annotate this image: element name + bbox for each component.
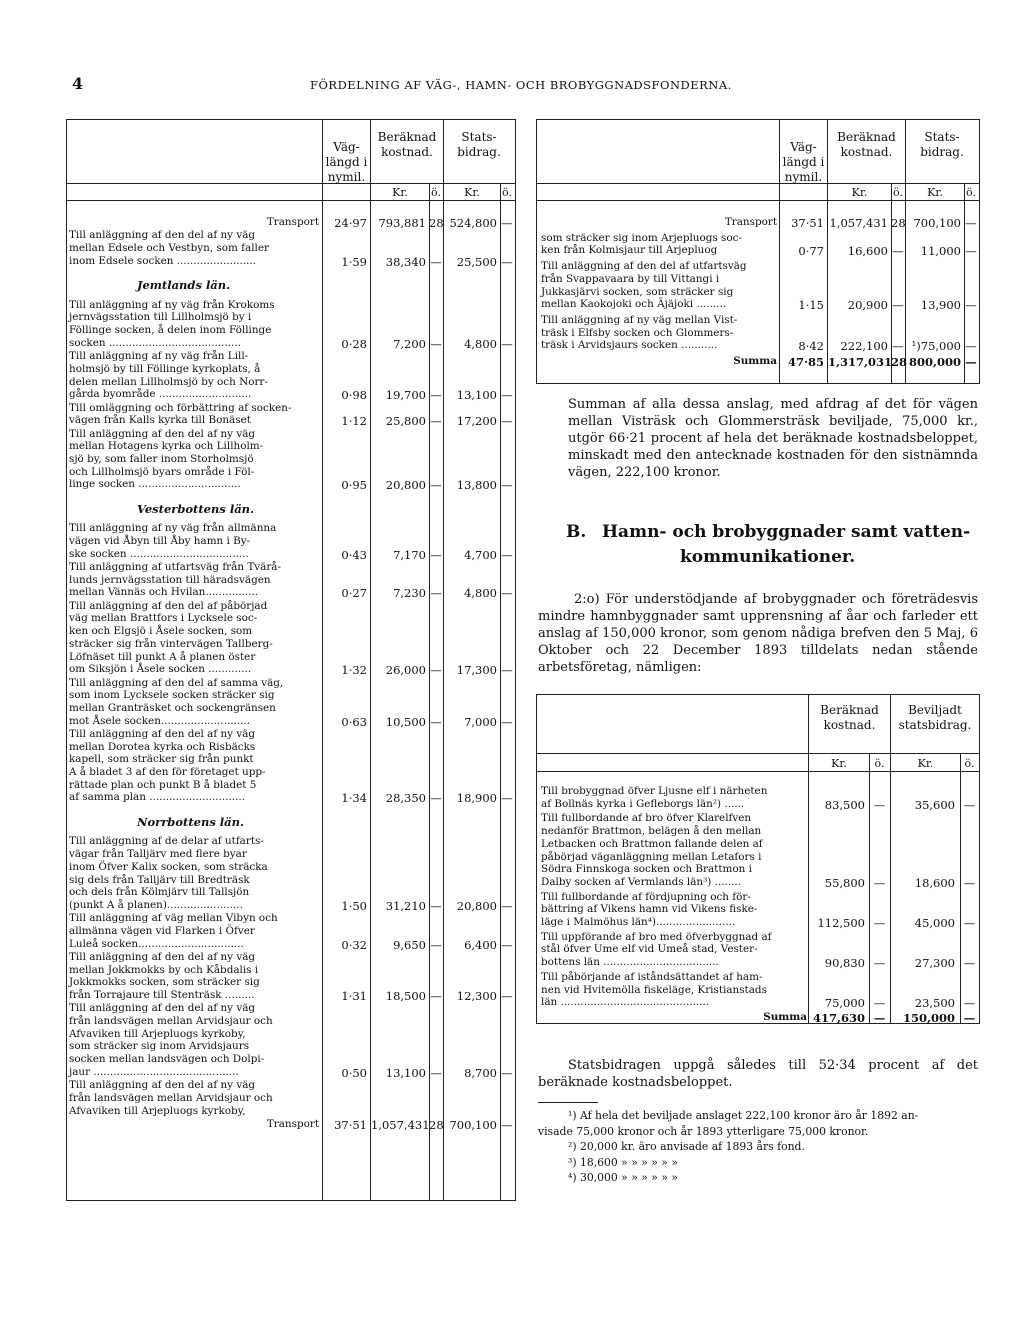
length-value: 1·31 bbox=[341, 989, 367, 1003]
row-description bbox=[541, 314, 777, 352]
header-length: Väg- längd i nymil. bbox=[782, 140, 825, 184]
row-description-line: ken från Kolmisjaur till Arjepluog bbox=[541, 244, 718, 257]
grant-ore-value: — bbox=[501, 937, 513, 952]
length-value: 37·51 bbox=[791, 216, 824, 230]
row-description-line: som sträcker sig inom Arjepluogs soc- bbox=[541, 231, 742, 244]
cost-kr-value: 83,500 bbox=[824, 797, 865, 812]
header-cost: Beräknad kostnad. bbox=[837, 130, 896, 159]
row-description bbox=[69, 522, 319, 560]
section-heading: Vesterbottens län. bbox=[137, 501, 255, 516]
header-grant: Stats- bidrag. bbox=[920, 130, 964, 159]
row-description-line: socken ........................................ bbox=[69, 336, 241, 349]
header-ore: ö. bbox=[431, 186, 441, 199]
cost-kr-value: 20,900 bbox=[847, 298, 888, 313]
grant-kr-value: 18,900 bbox=[456, 791, 497, 806]
grant-kr-value: 13,800 bbox=[456, 478, 497, 493]
grant-ore-value: — bbox=[963, 916, 976, 930]
row-description-line: Afvaviken till Arjepluogs kyrkoby, bbox=[69, 1104, 246, 1117]
row-description-line: socken mellan landsvägen och Dolpi- bbox=[69, 1053, 265, 1066]
grant-ore-value: — bbox=[501, 989, 513, 1003]
row-description-line: Till anläggning af ny väg mellan Vist- bbox=[541, 313, 738, 326]
row-description-line: kapell, som sträcker sig från punkt bbox=[69, 753, 254, 766]
cost-kr-value: 1,057,431 bbox=[371, 1117, 430, 1132]
cost-kr-value: 7,170 bbox=[393, 547, 426, 562]
grant-kr-value: 11,000 bbox=[920, 244, 961, 259]
row-description bbox=[541, 785, 807, 810]
right-road-table bbox=[536, 119, 980, 384]
cost-ore-value: 28 bbox=[891, 216, 906, 230]
row-description bbox=[69, 402, 319, 427]
section-b-letter: B. bbox=[566, 522, 587, 542]
grant-ore-value: — bbox=[501, 586, 513, 601]
row-description-line: inom Öfver Kalix socken, som sträcka bbox=[69, 860, 268, 873]
length-value: 0·27 bbox=[341, 586, 367, 601]
row-description-line: mellan Vännäs och Hvilan................ bbox=[69, 586, 259, 599]
row-description bbox=[541, 355, 777, 368]
header-kr: Kr. bbox=[464, 186, 480, 199]
grant-kr-value: 4,800 bbox=[464, 336, 497, 351]
grant-kr-value: 8,700 bbox=[464, 1065, 497, 1080]
row-description-line: vägar från Talljärv med flere byar bbox=[69, 848, 247, 861]
row-description-line: jaur ............................................ bbox=[69, 1065, 239, 1078]
cost-ore-value: — bbox=[873, 956, 886, 971]
page-number: 4 bbox=[72, 74, 84, 93]
cost-ore-value: — bbox=[430, 254, 442, 269]
cost-kr-value: 55,800 bbox=[824, 875, 865, 890]
row-description-line: Till fullbordande af bro öfver Klarelfven bbox=[541, 812, 752, 825]
grant-kr-value: 23,500 bbox=[914, 996, 955, 1011]
cost-kr-value: 19,700 bbox=[385, 388, 426, 403]
row-description-line: Transport bbox=[266, 216, 319, 228]
grant-ore-value: — bbox=[501, 1065, 513, 1080]
statsbidrag-paragraph: Statsbidragen uppgå således till 52·34 procent af det beräknade kostnadsbeloppet. bbox=[538, 1058, 978, 1090]
row-description-line: A å bladet 3 af den för företaget upp- bbox=[69, 766, 266, 778]
grant-ore-value: — bbox=[963, 956, 976, 971]
cost-ore-value: — bbox=[873, 996, 886, 1011]
grant-ore-value: — bbox=[965, 244, 977, 259]
grant-kr-value: 17,200 bbox=[456, 414, 497, 429]
row-description-line: Till anläggning af ny väg från Lill- bbox=[69, 350, 249, 363]
row-description bbox=[69, 350, 319, 401]
grant-ore-value: — bbox=[963, 797, 976, 812]
footnotes bbox=[538, 1108, 978, 1186]
footnote-line: visade 75,000 kronor och år 1893 ytterligare 75,000 kronor. bbox=[538, 1124, 869, 1138]
cost-ore-value: — bbox=[430, 586, 442, 601]
row-description-line: mellan Dorotea kyrka och Risbäcks bbox=[69, 740, 256, 753]
row-description bbox=[541, 812, 807, 888]
cost-ore-value: — bbox=[892, 298, 904, 313]
grant-ore-value: — bbox=[501, 414, 513, 429]
cost-kr-value: 18,500 bbox=[385, 989, 426, 1003]
running-title: FÖRDELNING AF VÄG-, HAMN- OCH BROBYGGNADSFONDERNA. bbox=[310, 78, 732, 92]
row-description bbox=[69, 677, 319, 728]
header-ore: ö. bbox=[966, 186, 976, 199]
row-description-line: vägen vid Åbyn till Åby hamn i By- bbox=[69, 535, 251, 547]
row-description bbox=[69, 216, 319, 229]
section-heading: Jemtlands län. bbox=[137, 278, 231, 292]
row-description-line: Till uppförande af bro med öfverbyggnad af bbox=[541, 930, 772, 943]
row-description-line: från Torrajaure till Stenträsk ......... bbox=[69, 989, 255, 1001]
footnote-line: ²) 20,000 kr. äro anvisade af 1893 års fond. bbox=[568, 1140, 805, 1153]
row-description-line: Till anläggning af den del af ny väg bbox=[69, 1079, 256, 1092]
row-description-line: och Lillholmsjö byars område i Föl- bbox=[69, 465, 255, 478]
length-value: 0·95 bbox=[341, 478, 367, 493]
header-ore: ö. bbox=[893, 186, 903, 199]
row-description-line: Summa bbox=[763, 1010, 807, 1023]
row-description-line: om Siksjön i Åsele socken ............. bbox=[69, 663, 252, 676]
row-description-line: Till anläggning af ny väg från allmänna bbox=[69, 522, 277, 535]
cost-kr-value: 13,100 bbox=[385, 1065, 426, 1080]
row-description-line: delen mellan Lillholmsjö by och Norr- bbox=[69, 375, 268, 388]
cost-ore-value: — bbox=[430, 1065, 442, 1080]
row-description-line: Till omläggning och förbättring af socken- bbox=[69, 401, 292, 414]
row-description-line: gårda byområde ............................ bbox=[69, 388, 252, 401]
cost-ore-value: — bbox=[430, 937, 442, 952]
length-value: 24·97 bbox=[334, 216, 367, 230]
row-description-line: som sträcker sig inom Arvidsjaurs bbox=[69, 1040, 250, 1053]
length-value: 47·85 bbox=[787, 355, 824, 369]
row-description-line: mellan Edsele och Vestbyn, som faller bbox=[69, 242, 269, 254]
cost-ore-value: — bbox=[430, 388, 442, 403]
length-value: 0·98 bbox=[341, 388, 367, 403]
row-description-line: väg mellan Brattfors i Lycksele soc- bbox=[69, 612, 258, 625]
grant-kr-value: 20,800 bbox=[456, 898, 497, 913]
row-description bbox=[541, 931, 807, 969]
grant-ore-value: — bbox=[501, 663, 513, 678]
cost-kr-value: 38,340 bbox=[385, 254, 426, 269]
row-description-line: jernvägsstation till Lillholmsjö by i bbox=[69, 311, 252, 324]
row-description-line: Letbacken och Brattmon fallande delen af bbox=[541, 837, 763, 850]
header-ore: ö. bbox=[964, 757, 975, 770]
grant-ore-value: — bbox=[963, 875, 976, 890]
cost-kr-value: 1,317,031 bbox=[828, 355, 893, 369]
grant-kr-value: 12,300 bbox=[456, 989, 497, 1003]
footnote-line: ³) 18,600 » » » » » » bbox=[568, 1155, 678, 1169]
row-description-line: Till anläggning af den del af ny väg bbox=[69, 727, 256, 740]
grant-ore-value: — bbox=[501, 478, 513, 493]
row-description bbox=[69, 835, 319, 911]
row-description-line: mellan Hotagens kyrka och Lillholm- bbox=[69, 440, 264, 453]
header-kr: Kr. bbox=[831, 757, 847, 770]
row-description-line: bottens län ................................... bbox=[541, 956, 719, 969]
cost-kr-value: 16,600 bbox=[847, 244, 888, 259]
cost-ore-value: — bbox=[430, 478, 442, 493]
row-description-line: Föllinge socken, å delen inom Föllinge bbox=[69, 324, 272, 337]
row-description-line: sig dels från Talljärv till Bredträsk bbox=[69, 873, 250, 886]
length-value: 0·32 bbox=[341, 937, 367, 952]
row-description-line: som inom Lycksele socken sträcker sig bbox=[69, 689, 275, 702]
row-description-line: lunds jernvägsstation till häradsvägen bbox=[69, 573, 271, 586]
row-description-line: träsk i Elfsby socken och Glommers- bbox=[541, 326, 734, 339]
grant-kr-value: 45,000 bbox=[914, 916, 955, 930]
grant-ore-value: — bbox=[965, 355, 977, 369]
grant-kr-value: 4,800 bbox=[464, 586, 497, 601]
row-description-line: Till anläggning af den del af ny väg bbox=[69, 1002, 256, 1015]
cost-kr-value: 222,100 bbox=[840, 339, 888, 354]
row-description-line: sjö by, som faller inom Storholmsjö bbox=[69, 452, 254, 465]
length-value: 1·32 bbox=[341, 663, 367, 678]
cost-ore-value: — bbox=[873, 1010, 886, 1025]
cost-kr-value: 31,210 bbox=[385, 898, 426, 913]
cost-ore-value: — bbox=[892, 244, 904, 259]
row-description-line: af samma plan ............................. bbox=[69, 791, 246, 804]
header-ore: ö. bbox=[502, 186, 512, 199]
cost-ore-value: — bbox=[873, 916, 886, 930]
row-description bbox=[69, 299, 319, 350]
length-value: 1·34 bbox=[341, 791, 367, 806]
cost-ore-value: 28 bbox=[429, 1117, 444, 1132]
grant-kr-value: 13,100 bbox=[456, 388, 497, 403]
header-cost: Beräknad kostnad. bbox=[820, 703, 879, 732]
row-description-line: nedanför Brattmon, belägen å den mellan bbox=[541, 825, 762, 838]
header-kr: Kr. bbox=[917, 757, 934, 770]
row-description bbox=[69, 1118, 319, 1131]
header-grant: Stats- bidrag. bbox=[457, 130, 501, 159]
grant-ore-value: — bbox=[501, 714, 513, 729]
length-value: 1·15 bbox=[798, 298, 824, 313]
row-description-line: mellan Jokkmokks by och Kåbdalis i bbox=[69, 963, 259, 976]
row-description-line: läge i Malmöhus län⁴)........................ bbox=[541, 916, 736, 928]
cost-ore-value: 28 bbox=[891, 355, 908, 369]
length-value: 8·42 bbox=[798, 339, 824, 354]
cost-kr-value: 112,500 bbox=[817, 916, 865, 930]
length-value: 37·51 bbox=[334, 1117, 367, 1132]
row-description-line: Jukkasjärvi socken, som sträcker sig bbox=[541, 285, 734, 298]
cost-kr-value: 1,057,431 bbox=[829, 216, 888, 230]
length-value: 1·50 bbox=[341, 898, 367, 913]
grant-kr-value: 35,600 bbox=[914, 797, 955, 812]
row-description-line: af Bollnäs kyrka i Gefleborgs län²) ...... bbox=[541, 797, 745, 810]
length-value: 1·12 bbox=[341, 414, 367, 429]
cost-kr-value: 28,350 bbox=[385, 791, 426, 806]
cost-ore-value: — bbox=[430, 547, 442, 562]
row-description-line: Till anläggning af den del af ny väg bbox=[69, 950, 256, 963]
row-description-line: stål öfver Ume elf vid Umeå stad, Vester- bbox=[541, 943, 758, 956]
length-value: 1·59 bbox=[341, 254, 367, 269]
grant-kr-value: 150,000 bbox=[902, 1010, 955, 1025]
row-description-line: Till anläggning af den del af ny väg bbox=[69, 427, 256, 440]
row-description bbox=[541, 216, 777, 229]
row-description-line: Till anläggning af den del af påbörjad bbox=[69, 599, 268, 612]
section-b-title-line2: kommunikationer. bbox=[680, 547, 856, 567]
cost-kr-value: 25,800 bbox=[385, 414, 426, 429]
row-description-line: Summa bbox=[733, 355, 777, 367]
row-description-line: mot Åsele socken........................... bbox=[69, 714, 251, 727]
footnote-rule bbox=[538, 1102, 598, 1103]
row-description bbox=[69, 1079, 319, 1117]
cost-ore-value: — bbox=[892, 339, 904, 354]
row-description bbox=[69, 561, 319, 599]
cost-kr-value: 10,500 bbox=[385, 714, 426, 729]
row-description-line: mellan Kaokojoki och Äjäjoki ......... bbox=[541, 298, 727, 311]
length-value: 0·50 bbox=[341, 1065, 367, 1080]
grant-kr-value: 17,300 bbox=[456, 663, 497, 678]
grant-kr-value: 4,700 bbox=[464, 547, 497, 562]
row-description-line: mellan Granträsket och sockengränsen bbox=[69, 701, 276, 714]
cost-ore-value: — bbox=[430, 336, 442, 351]
row-description-line: Dalby socken af Vermlands län³) ........ bbox=[541, 875, 742, 888]
footnote-line: ⁴) 30,000 » » » » » » bbox=[568, 1171, 678, 1184]
row-description-line: rättade plan och punkt B å bladet 5 bbox=[69, 778, 257, 791]
grant-kr-value: 700,100 bbox=[913, 216, 961, 230]
row-description-line: ken och Elgsjö i Åsele socken, som bbox=[69, 625, 253, 638]
grant-ore-value: — bbox=[963, 996, 976, 1011]
row-description-line: (punkt A å planen)....................... bbox=[69, 898, 243, 911]
row-description-line: Till anläggning af den del af utfartsväg bbox=[541, 260, 747, 273]
intro-paragraph: 2:o) För understödjande af brobyggnader och företrädesvis mindre hamnbyggnader samt upprensning af åar och farleder ett anslag af 150,000 kronor, som genom nådiga brefven den 5 Maj, 6 Oktober och 22 December 1893 tilldelats nedan stående arbetsföretag, nämligen: bbox=[538, 592, 978, 675]
row-description-line: inom Edsele socken ........................ bbox=[69, 254, 257, 267]
grant-ore-value: — bbox=[501, 791, 513, 806]
cost-kr-value: 26,000 bbox=[385, 663, 426, 678]
cost-kr-value: 7,230 bbox=[393, 586, 426, 601]
grant-ore-value: — bbox=[501, 388, 513, 403]
grant-kr-value: 25,500 bbox=[456, 254, 497, 269]
row-description-line: från Svappavaara by till Vittangi i bbox=[541, 272, 720, 285]
row-description-line: linge socken ............................... bbox=[69, 478, 241, 491]
header-kr: Kr. bbox=[392, 186, 408, 199]
grant-kr-value: 800,000 bbox=[908, 355, 961, 369]
cost-kr-value: 417,630 bbox=[812, 1010, 865, 1025]
grant-ore-value: — bbox=[965, 298, 977, 313]
row-description-line: från landsvägen mellan Arvidsjaur och bbox=[69, 1091, 273, 1104]
row-description-line: bättring af Vikens hamn vid Vikens fiske- bbox=[541, 903, 758, 916]
row-description bbox=[69, 951, 319, 1002]
row-description-line: Södra Finnskoga socken och Brattmon i bbox=[541, 863, 752, 876]
row-description-line: Till fullbordande af fördjupning och för- bbox=[541, 890, 751, 903]
grant-ore-value: — bbox=[501, 336, 513, 351]
grant-ore-value: — bbox=[965, 216, 977, 230]
row-description bbox=[541, 891, 807, 929]
harbour-bridge-table bbox=[536, 694, 980, 1024]
cost-kr-value: 75,000 bbox=[824, 996, 865, 1011]
row-description bbox=[541, 232, 777, 257]
grant-kr-value: 6,400 bbox=[464, 937, 497, 952]
cost-kr-value: 90,830 bbox=[824, 956, 865, 971]
grant-ore-value: — bbox=[965, 339, 977, 354]
length-value: 0·63 bbox=[341, 714, 367, 729]
row-description-line: vägen från Kalls kyrka till Bonäset bbox=[69, 414, 251, 427]
row-description-line: Till anläggning af väg mellan Vibyn och bbox=[69, 912, 278, 925]
grant-ore-value: — bbox=[963, 1010, 976, 1025]
row-description-line: Till anläggning af utfartsväg från Tvärå- bbox=[69, 561, 281, 573]
row-description-line: län ............................................. bbox=[541, 996, 710, 1009]
row-description-line: Afvaviken till Arjepluogs kyrkoby, bbox=[69, 1027, 246, 1040]
row-description-line: Transport bbox=[266, 1117, 319, 1130]
row-description bbox=[69, 1002, 319, 1078]
row-description-line: Luleå socken................................ bbox=[69, 937, 244, 950]
header-grant: Beviljadt statsbidrag. bbox=[898, 703, 972, 732]
row-description bbox=[69, 728, 319, 804]
row-description-line: Jokkmokks socken, som sträcker sig bbox=[69, 976, 260, 989]
row-description-line: Till påbörjande af iståndsättandet af ham- bbox=[541, 970, 763, 983]
cost-ore-value: — bbox=[430, 898, 442, 913]
row-description-line: Till anläggning af den del af samma väg, bbox=[69, 676, 284, 689]
row-description-line: Löfnäset till punkt A å planen öster bbox=[69, 650, 256, 663]
length-value: 0·28 bbox=[341, 336, 367, 351]
header-length: Väg- längd i nymil. bbox=[325, 140, 368, 184]
grant-kr-value: 7,000 bbox=[464, 714, 497, 729]
row-description-line: holmsjö by till Föllinge kyrkoplats, å bbox=[69, 362, 261, 375]
cost-ore-value: — bbox=[430, 714, 442, 729]
row-description-line: påbörjad väganläggning mellan Letafors i bbox=[541, 850, 762, 863]
row-description bbox=[69, 600, 319, 676]
row-description-line: Till anläggning af ny väg från Krokoms bbox=[69, 298, 275, 311]
grant-ore-value: — bbox=[501, 547, 513, 562]
cost-ore-value: — bbox=[873, 797, 886, 812]
cost-kr-value: 793,881 bbox=[378, 216, 426, 230]
grant-kr-value: 524,800 bbox=[449, 216, 497, 230]
cost-kr-value: 7,200 bbox=[393, 336, 426, 351]
grant-kr-value: 27,300 bbox=[914, 956, 955, 971]
row-description-line: Till anläggning af den del af ny väg bbox=[69, 229, 256, 242]
row-description-line: sträcker sig från vintervägen Tallberg- bbox=[69, 637, 273, 650]
header-kr: Kr. bbox=[927, 186, 943, 199]
cost-ore-value: — bbox=[430, 414, 442, 429]
row-description-line: Transport bbox=[724, 216, 777, 228]
row-description bbox=[69, 229, 319, 267]
cost-ore-value: — bbox=[430, 791, 442, 806]
header-ore: ö. bbox=[874, 757, 885, 770]
grant-kr-value: ¹)75,000 bbox=[911, 339, 961, 354]
section-b-title-line1: Hamn- och brobyggnader samt vatten- bbox=[602, 522, 971, 542]
grant-ore-value: — bbox=[501, 898, 513, 913]
header-kr: Kr. bbox=[851, 186, 868, 199]
summary-paragraph: Summan af alla dessa anslag, med afdrag af det för vägen mellan Visträsk och Glommersträsk beviljade, 75,000 kr., utgör 66·21 procent af hela det beräknade kostnadsbeloppet, minskadt med den antecknade kostnaden för den sistnämnda vägen, 222,100 kronor. bbox=[568, 397, 978, 480]
row-description bbox=[541, 1011, 807, 1024]
row-description-line: Till brobyggnad öfver Ljusne elf i närheten bbox=[541, 785, 768, 797]
row-description-line: Till anläggning af de delar af utfarts- bbox=[69, 835, 264, 848]
row-description bbox=[541, 971, 807, 1009]
row-description-line: allmänna vägen vid Flarken i Öfver bbox=[69, 924, 255, 937]
grant-kr-value: 18,600 bbox=[914, 875, 955, 890]
row-description-line: från landsvägen mellan Arvidsjaur och bbox=[69, 1015, 273, 1027]
grant-kr-value: 13,900 bbox=[920, 298, 961, 313]
length-value: 0·43 bbox=[341, 547, 367, 562]
row-description-line: träsk i Arvidsjaurs socken ........... bbox=[541, 339, 718, 352]
cost-ore-value: — bbox=[430, 989, 442, 1003]
header-cost: Beräknad kostnad. bbox=[377, 130, 437, 159]
grant-kr-value: 700,100 bbox=[449, 1117, 497, 1132]
cost-kr-value: 9,650 bbox=[393, 937, 426, 952]
row-description-line: nen vid Hvitemölla fiskeläge, Kristianstads bbox=[541, 983, 767, 996]
left-road-table bbox=[66, 119, 516, 1201]
cost-ore-value: — bbox=[873, 875, 886, 890]
cost-ore-value: 28 bbox=[429, 216, 444, 230]
grant-ore-value: — bbox=[501, 216, 513, 230]
section-heading: Norrbottens län. bbox=[137, 814, 244, 829]
row-description bbox=[69, 428, 319, 492]
footnote-line: ¹) Af hela det beviljade anslaget 222,100 kronor äro år 1892 an- bbox=[568, 1109, 919, 1122]
length-value: 0·77 bbox=[798, 244, 824, 259]
cost-kr-value: 20,800 bbox=[385, 478, 426, 493]
row-description bbox=[541, 260, 777, 311]
row-description-line: ske socken .................................... bbox=[69, 547, 249, 560]
grant-ore-value: — bbox=[501, 1117, 513, 1132]
row-description-line: och dels från Kölmjärv till Tallsjön bbox=[69, 886, 250, 899]
row-description bbox=[69, 912, 319, 950]
grant-ore-value: — bbox=[501, 254, 513, 269]
cost-ore-value: — bbox=[430, 663, 442, 678]
